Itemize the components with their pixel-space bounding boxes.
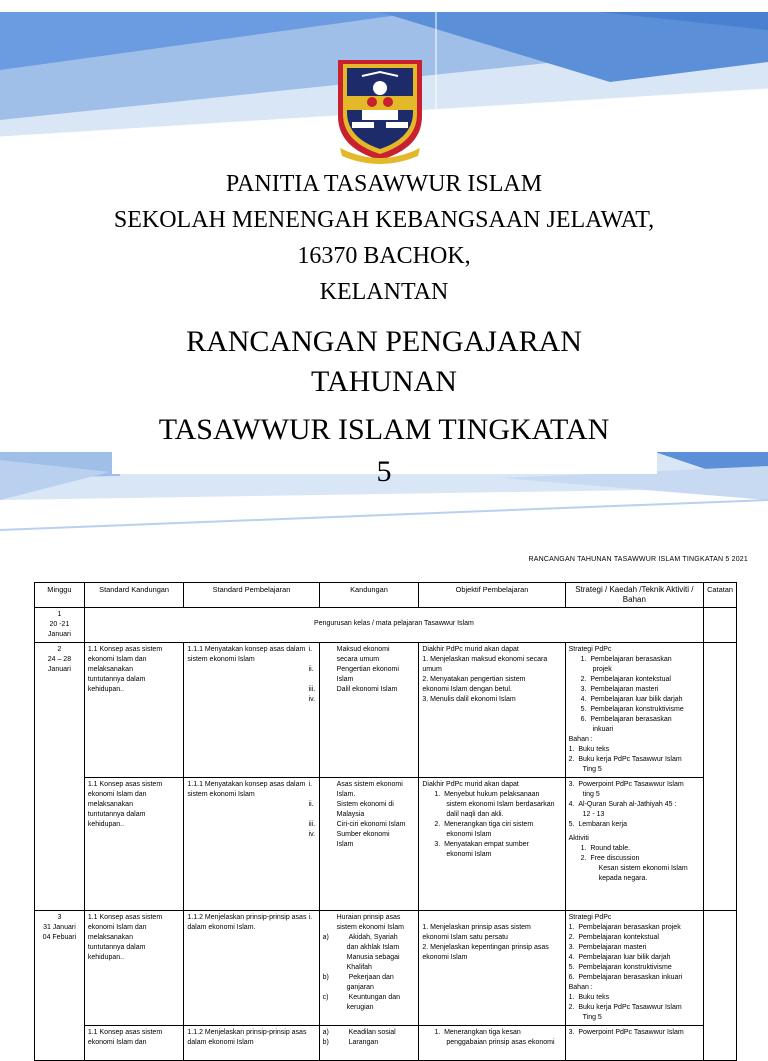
teaching-plan-table bbox=[34, 582, 737, 1061]
strategi-item: 3. Pembelajaran masteri bbox=[580, 686, 659, 693]
strategi-title: Strategi PdPc bbox=[568, 914, 612, 921]
objektif-cell: Diakhir PdPc murid akan dapat 1. Menjelaskan maksud ekonomi secara umum 2. Menyatakan pengertian sistem ekonomi Islam dengan betul. 3. Menulis dalil ekonomi Islam bbox=[419, 643, 565, 778]
strategi-cell bbox=[565, 911, 703, 1026]
bahan-item: 5. Lembaran kerja bbox=[568, 821, 627, 828]
bahan-item: 1. Buku teks bbox=[568, 994, 610, 1001]
table-row bbox=[35, 608, 737, 643]
aktiviti-title: Aktiviti bbox=[568, 835, 589, 842]
kandungan-cell bbox=[308, 643, 419, 778]
strategi-item: 3. Pembelajaran masteri bbox=[568, 944, 647, 951]
week-cell: 3 31 Januari 04 Febuari bbox=[35, 911, 85, 1061]
cover-title-line-1: RANCANGAN PENGAJARAN bbox=[186, 325, 582, 358]
bahan-item: 1. Buku teks bbox=[568, 746, 610, 753]
running-header: RANCANGAN TAHUNAN TASAWWUR ISLAM TINGKATAN 5 2021 bbox=[528, 556, 748, 563]
aktiviti-item: 1. Round table. bbox=[580, 845, 631, 852]
catatan-cell bbox=[704, 608, 737, 643]
bahan-item: 3. Powerpoint PdPc Tasawwur Islam bbox=[568, 1029, 684, 1036]
kandungan-cell bbox=[319, 1026, 419, 1061]
standard-kandungan-cell: 1.1 Konsep asas sistem ekonomi Islam dan melaksanakan tuntutannya dalam kehidupan.. bbox=[84, 643, 184, 778]
col-header-minggu: Minggu bbox=[35, 583, 85, 608]
standard-pembelajaran-cell: 1.1.1 Menyatakan konsep asas dalam sistem ekonomi Islam bbox=[184, 643, 319, 778]
col-header-standard-pembelajaran: Standard Pembelajaran bbox=[184, 583, 319, 608]
standard-kandungan-cell: 1.1 Konsep asas sistem ekonomi Islam dan bbox=[84, 1026, 184, 1061]
objektif-title: Diakhir PdPc murid akan dapat bbox=[422, 781, 519, 788]
bahan-title: Bahan : bbox=[568, 736, 593, 743]
strategi-item: 6. Pembelajaran berasaskan inkuari bbox=[568, 974, 683, 981]
cover-title-block bbox=[0, 322, 768, 492]
kandungan-item: iv. Sumber ekonomi Islam bbox=[308, 831, 390, 848]
merged-activity-text: Pengurusan kelas / mata pelajaran Tasawwur Islam bbox=[314, 620, 474, 627]
bahan-item: 4. Al-Quran Surah al-Jathiyah 45 : 12 - 13 bbox=[568, 801, 677, 818]
strategi-cell bbox=[565, 1026, 703, 1061]
standard-kandungan-cell: 1.1 Konsep asas sistem ekonomi Islam dan melaksanakan tuntutannya dalam kehidupan.. bbox=[84, 778, 184, 911]
kandungan-item: iii. Ciri-ciri ekonomi Islam bbox=[308, 821, 406, 828]
aktiviti-note: Kesan sistem ekonomi Islam kepada negara. bbox=[598, 865, 688, 882]
table-header-row bbox=[35, 583, 737, 608]
objektif-cell: 1. Menjelaskan prinsip asas sistem ekonomi Islam satu persatu 2. Menjelaskan kepentingan prinsip asas ekonomi Islam bbox=[419, 911, 565, 1026]
catatan-cell bbox=[704, 643, 737, 911]
week-cell: 2 24 – 28 Januari bbox=[35, 643, 85, 911]
cover-line-panitia: PANITIA TASAWWUR ISLAM bbox=[225, 171, 543, 197]
kandungan-subitem: b) Pekerjaan dan ganjaran bbox=[322, 974, 394, 991]
strategi-item: 4. Pembelajaran luar bilik darjah bbox=[568, 954, 671, 961]
kandungan-cell bbox=[308, 778, 419, 911]
kandungan-item: iv. bbox=[308, 696, 316, 703]
kandungan-item: i. Maksud ekonomi secara umum bbox=[308, 646, 390, 663]
objektif-item: 2. Menerangkan tiga ciri sistem ekonomi Islam bbox=[434, 821, 534, 838]
strategi-item: 2. Pembelajaran kontekstual bbox=[568, 934, 659, 941]
cover-title-line-3: TASAWWUR ISLAM TINGKATAN bbox=[158, 413, 610, 446]
kandungan-item: ii. Sistem ekonomi di Malaysia bbox=[308, 801, 394, 818]
col-header-objektif: Objektif Pembelajaran bbox=[419, 583, 565, 608]
kandungan-subitem: c) Keuntungan dan kerugian bbox=[322, 994, 401, 1011]
strategi-item: 4. Pembelajaran luar bilik darjah bbox=[580, 696, 683, 703]
objektif-cell bbox=[419, 1026, 565, 1061]
aktiviti-item: 2. Free discussion bbox=[580, 855, 640, 862]
objektif-cell bbox=[419, 778, 565, 911]
standard-pembelajaran-cell: 1.1.2 Menjelaskan prinsip-prinsip asas dalam ekonomi Islam bbox=[184, 1026, 319, 1061]
table-row bbox=[35, 643, 737, 778]
strategi-item: 6. Pembelajaran berasaskan inkuari bbox=[580, 716, 672, 733]
standard-pembelajaran-cell: 1.1.2 Menjelaskan prinsip-prinsip asas dalam ekonomi Islam. bbox=[184, 911, 319, 1026]
table-row bbox=[35, 911, 737, 1026]
catatan-cell bbox=[704, 911, 737, 1061]
col-header-strategi: Strategi / Kaedah /Teknik Aktiviti / Bahan bbox=[565, 583, 703, 608]
strategi-item: 1. Pembelajaran berasaskan projek bbox=[568, 924, 681, 931]
table-row bbox=[35, 778, 737, 911]
col-header-catatan: Catatan bbox=[704, 583, 737, 608]
cover-title-line-4: 5 bbox=[376, 455, 392, 488]
cover-line-postcode: 16370 BACHOK, bbox=[297, 243, 471, 269]
objektif-item: 1. Menyebut hukum pelaksanaan sistem ekonomi Islam berdasarkan dalil naqli dan akli. bbox=[434, 791, 555, 818]
kandungan-subitem: a) Keadilan sosial bbox=[322, 1029, 396, 1036]
bahan-title: Bahan : bbox=[568, 984, 593, 991]
strategi-item: 1. Pembelajaran berasaskan projek bbox=[580, 656, 672, 673]
merged-activity-cell bbox=[84, 608, 703, 643]
kandungan-item: i. Asas sistem ekonomi Islam. bbox=[308, 781, 403, 798]
table-row bbox=[35, 1026, 737, 1061]
objektif-item: 1. Menerangkan tiga kesan penggabaian prinsip asas ekonomi bbox=[434, 1029, 555, 1046]
col-header-standard-kandungan: Standard Kandungan bbox=[84, 583, 184, 608]
strategi-item: 2. Pembelajaran kontekstual bbox=[580, 676, 671, 683]
strategi-item: 5. Pembelajaran konstruktivisme bbox=[580, 706, 684, 713]
kandungan-subitem: a) Akidah, Syariah dan akhlak Islam Manusia sebagai Khalifah bbox=[322, 934, 400, 971]
strategi-cell bbox=[565, 643, 703, 778]
cover-line-state: KELANTAN bbox=[319, 279, 449, 305]
bahan-item: 2. Buku kerja PdPc Tasawwur Islam Ting 5 bbox=[568, 756, 682, 773]
bahan-item: 3. Powerpoint PdPc Tasawwur Islam ting 5 bbox=[568, 781, 684, 798]
cover-line-school: SEKOLAH MENENGAH KEBANGSAAN JELAWAT, bbox=[113, 207, 655, 233]
strategi-cell bbox=[565, 778, 703, 911]
kandungan-cell bbox=[308, 911, 419, 1026]
week-cell: 1 20 -21 Januari bbox=[35, 608, 85, 643]
strategi-item: 5. Pembelajaran konstruktivisme bbox=[568, 964, 672, 971]
cover-school-block bbox=[0, 170, 768, 314]
standard-kandungan-cell: 1.1 Konsep asas sistem ekonomi Islam dan melaksanakan tuntutannya dalam kehidupan.. bbox=[84, 911, 184, 1026]
bahan-item: 2. Buku kerja PdPc Tasawwur Islam Ting 5 bbox=[568, 1004, 682, 1021]
strategi-title: Strategi PdPc bbox=[568, 646, 612, 653]
standard-pembelajaran-cell: 1.1.1 Menyatakan konsep asas dalam sistem ekonomi Islam bbox=[184, 778, 319, 911]
kandungan-item: iii. Dalil ekonomi Islam bbox=[308, 686, 398, 693]
kandungan-subitem: b) Larangan bbox=[322, 1039, 379, 1046]
kandungan-item: i. Huraian prinsip asas sistem ekonomi Islam bbox=[308, 914, 404, 931]
school-crest-logo bbox=[332, 56, 428, 164]
cover-title-line-2: TAHUNAN bbox=[311, 365, 457, 398]
kandungan-item: ii. Pengertian ekonomi Islam bbox=[308, 666, 399, 683]
objektif-item: 3. Menyatakan empat sumber ekonomi Islam bbox=[434, 841, 529, 858]
col-header-kandungan: Kandungan bbox=[319, 583, 419, 608]
